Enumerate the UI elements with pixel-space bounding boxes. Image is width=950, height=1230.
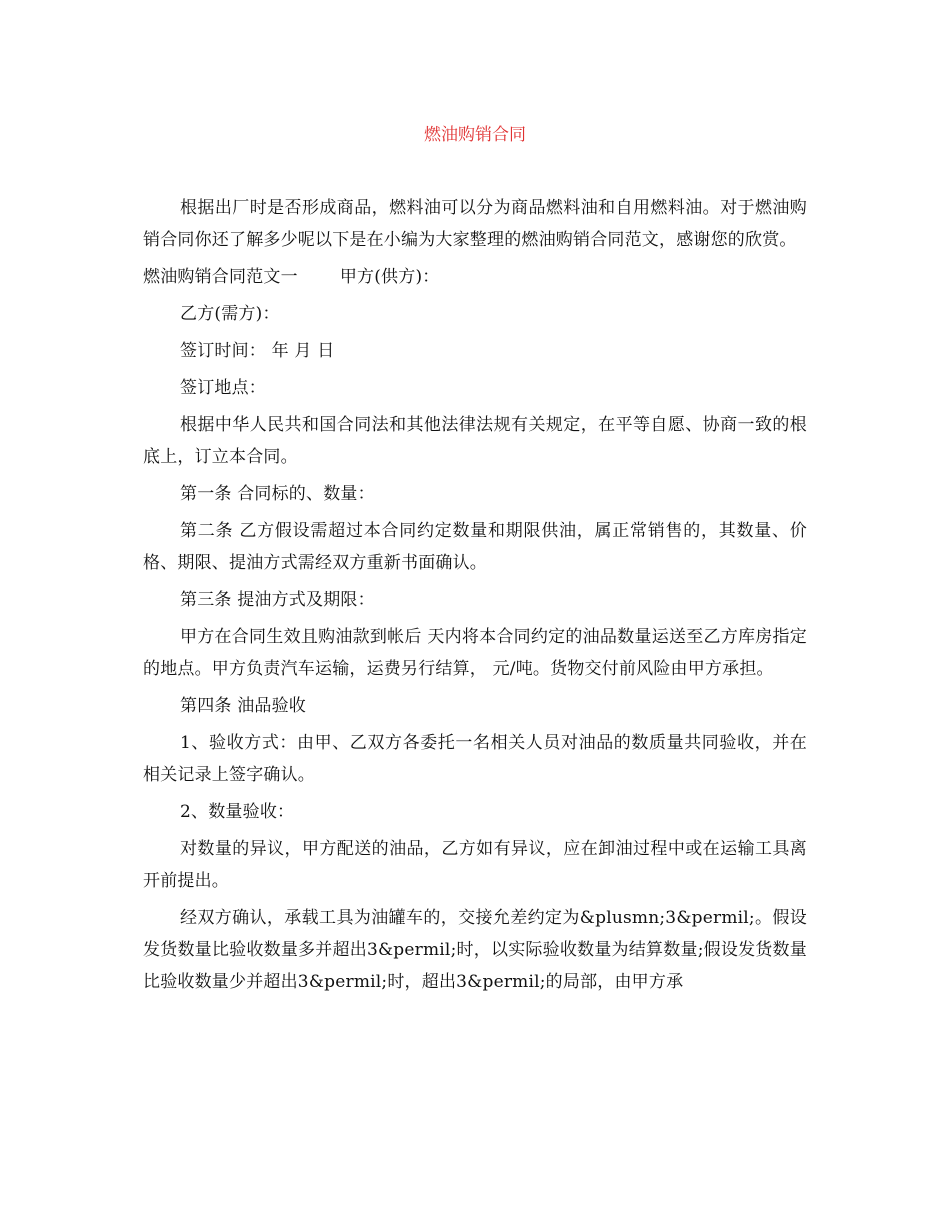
article-1-heading: 第一条 合同标的、数量：: [180, 484, 375, 504]
document-body: [143, 192, 807, 1003]
delivery-paragraph: 甲方在合同生效且购油款到帐后 天内将本合同约定的油品数量运送至乙方库房指定的地点。甲方负责汽车运输，运费另行结算， 元/吨。货物交付前风险由甲方承担。: [143, 627, 807, 679]
inspection-method-paragraph: 1、验收方式：由甲、乙双方各委托一名相关人员对油品的数质量共同验收，并在相关记录上签字确认。: [143, 733, 807, 785]
party-a-label: 甲方(供方)：: [339, 267, 440, 287]
signing-date: 签订时间： 年 月 日: [180, 341, 335, 361]
signing-place: 签订地点：: [180, 378, 266, 398]
article-4-heading: 第四条 油品验收: [180, 696, 307, 716]
article-3-heading: 第三条 提油方式及期限：: [180, 590, 375, 610]
legal-basis-paragraph: 根据中华人民共和国合同法和其他法律法规有关规定，在平等自愿、协商一致的根底上，订立本合同。: [143, 415, 807, 467]
document-title: 燃油购销合同: [424, 125, 526, 145]
intro-paragraph: 根据出厂时是否形成商品，燃料油可以分为商品燃料油和自用燃料油。对于燃油购销合同你还了解多少呢以下是在小编为大家整理的燃油购销合同范文，感谢您的欣赏。: [143, 198, 807, 250]
tolerance-paragraph: 经双方确认，承载工具为油罐车的，交接允差约定为&plusmn;3&permil;。假设发货数量比验收数量多并超出3&permil;时，以实际验收数量为结算数量;假设发货数量比验收数量少并超出3&permil;时，超出3&permil;的局部，由甲方承: [143, 908, 807, 992]
quantity-inspection-heading: 2、数量验收：: [180, 802, 295, 822]
sample-heading-line: [143, 261, 807, 293]
party-b-label: 乙方(需方)：: [180, 304, 280, 324]
quantity-objection-paragraph: 对数量的异议，甲方配送的油品，乙方如有异议，应在卸油过程中或在运输工具离开前提出。: [143, 839, 807, 891]
sample-heading: 燃油购销合同范文一: [143, 267, 298, 287]
article-2-paragraph: 第二条 乙方假设需超过本合同约定数量和期限供油，属正常销售的，其数量、价格、期限、提油方式需经双方重新书面确认。: [143, 521, 807, 573]
